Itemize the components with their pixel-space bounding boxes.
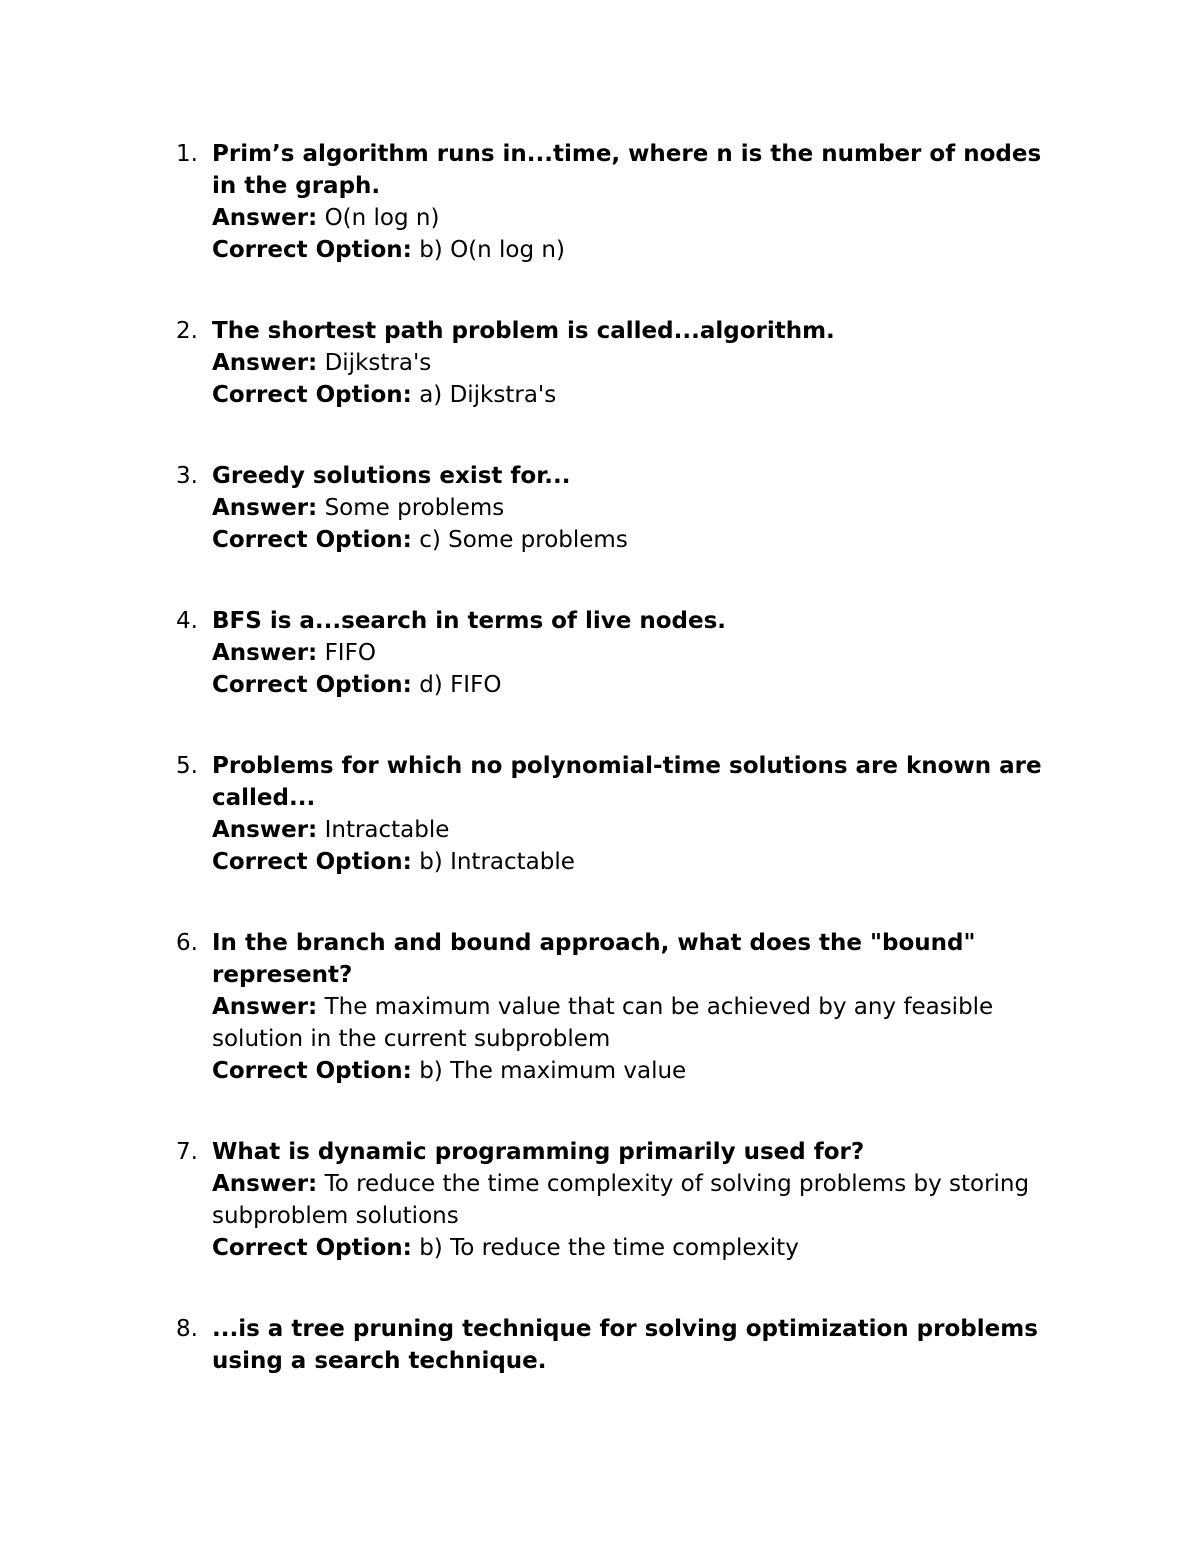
- question-item-7: [0, 1136, 1072, 1264]
- correct-option-value: a) Dijkstra's: [419, 382, 557, 408]
- answer-line: [212, 202, 1072, 234]
- correct-option-line: [212, 669, 1072, 701]
- answer-line: [212, 637, 1072, 669]
- answer-line: [212, 991, 1072, 1055]
- answer-value: Intractable: [324, 817, 450, 843]
- answer-line: [212, 1168, 1072, 1232]
- answer-label: Answer:: [212, 817, 318, 843]
- question-number: 6.: [176, 930, 198, 956]
- answer-label: Answer:: [212, 350, 318, 376]
- answer-value: The maximum value that can be achieved by any feasible solution in the current subproblem: [212, 994, 994, 1052]
- correct-option-line: [212, 379, 1072, 411]
- answer-value: Dijkstra's: [324, 350, 432, 376]
- correct-option-value: c) Some problems: [419, 527, 628, 553]
- question-item-8: [0, 1313, 1072, 1377]
- answer-label: Answer:: [212, 205, 318, 231]
- answer-line: [212, 347, 1072, 379]
- correct-option-line: [212, 524, 1072, 556]
- correct-option-value: b) Intractable: [419, 849, 575, 875]
- correct-option-value: b) The maximum value: [419, 1058, 687, 1084]
- question-number: 7.: [176, 1139, 198, 1165]
- answer-label: Answer:: [212, 495, 318, 521]
- answer-value: To reduce the time complexity of solving problems by storing subproblem solutions: [212, 1171, 1030, 1229]
- answer-label: Answer:: [212, 640, 318, 666]
- question-text: ...is a tree pruning technique for solving optimization problems using a search technique.: [212, 1316, 1038, 1374]
- correct-option-label: Correct Option:: [212, 849, 412, 875]
- question-text: BFS is a...search in terms of live nodes.: [212, 608, 727, 634]
- question-number: 1.: [176, 141, 198, 167]
- correct-option-line: [212, 234, 1072, 266]
- answer-line: [212, 814, 1072, 846]
- correct-option-label: Correct Option:: [212, 1235, 412, 1261]
- correct-option-value: d) FIFO: [419, 672, 502, 698]
- question-text: Problems for which no polynomial-time solutions are known are called...: [212, 753, 1042, 811]
- correct-option-line: [212, 1055, 1072, 1087]
- question-text: In the branch and bound approach, what does the "bound" represent?: [212, 930, 976, 988]
- question-item-5: [0, 750, 1072, 878]
- correct-option-value: b) O(n log n): [419, 237, 565, 263]
- answer-value: O(n log n): [324, 205, 440, 231]
- correct-option-label: Correct Option:: [212, 1058, 412, 1084]
- question-text: Greedy solutions exist for...: [212, 463, 571, 489]
- answer-value: Some problems: [324, 495, 505, 521]
- question-number: 8.: [176, 1316, 198, 1342]
- correct-option-label: Correct Option:: [212, 237, 412, 263]
- correct-option-label: Correct Option:: [212, 382, 412, 408]
- correct-option-label: Correct Option:: [212, 672, 412, 698]
- question-item-2: [0, 315, 1072, 411]
- correct-option-value: b) To reduce the time complexity: [419, 1235, 799, 1261]
- correct-option-label: Correct Option:: [212, 527, 412, 553]
- question-item-6: [0, 927, 1072, 1087]
- question-item-1: [0, 138, 1072, 266]
- question-item-4: [0, 605, 1072, 701]
- correct-option-line: [212, 1232, 1072, 1264]
- question-item-3: [0, 460, 1072, 556]
- correct-option-line: [212, 846, 1072, 878]
- question-text: Prim’s algorithm runs in...time, where n is the number of nodes in the graph.: [212, 141, 1042, 199]
- question-list: [0, 138, 1200, 1426]
- question-text: The shortest path problem is called...algorithm.: [212, 318, 835, 344]
- question-number: 4.: [176, 608, 198, 634]
- question-number: 2.: [176, 318, 198, 344]
- answer-label: Answer:: [212, 1171, 318, 1197]
- question-number: 5.: [176, 753, 198, 779]
- question-text: What is dynamic programming primarily used for?: [212, 1139, 865, 1165]
- question-number: 3.: [176, 463, 198, 489]
- answer-line: [212, 492, 1072, 524]
- answer-value: FIFO: [324, 640, 376, 666]
- answer-label: Answer:: [212, 994, 318, 1020]
